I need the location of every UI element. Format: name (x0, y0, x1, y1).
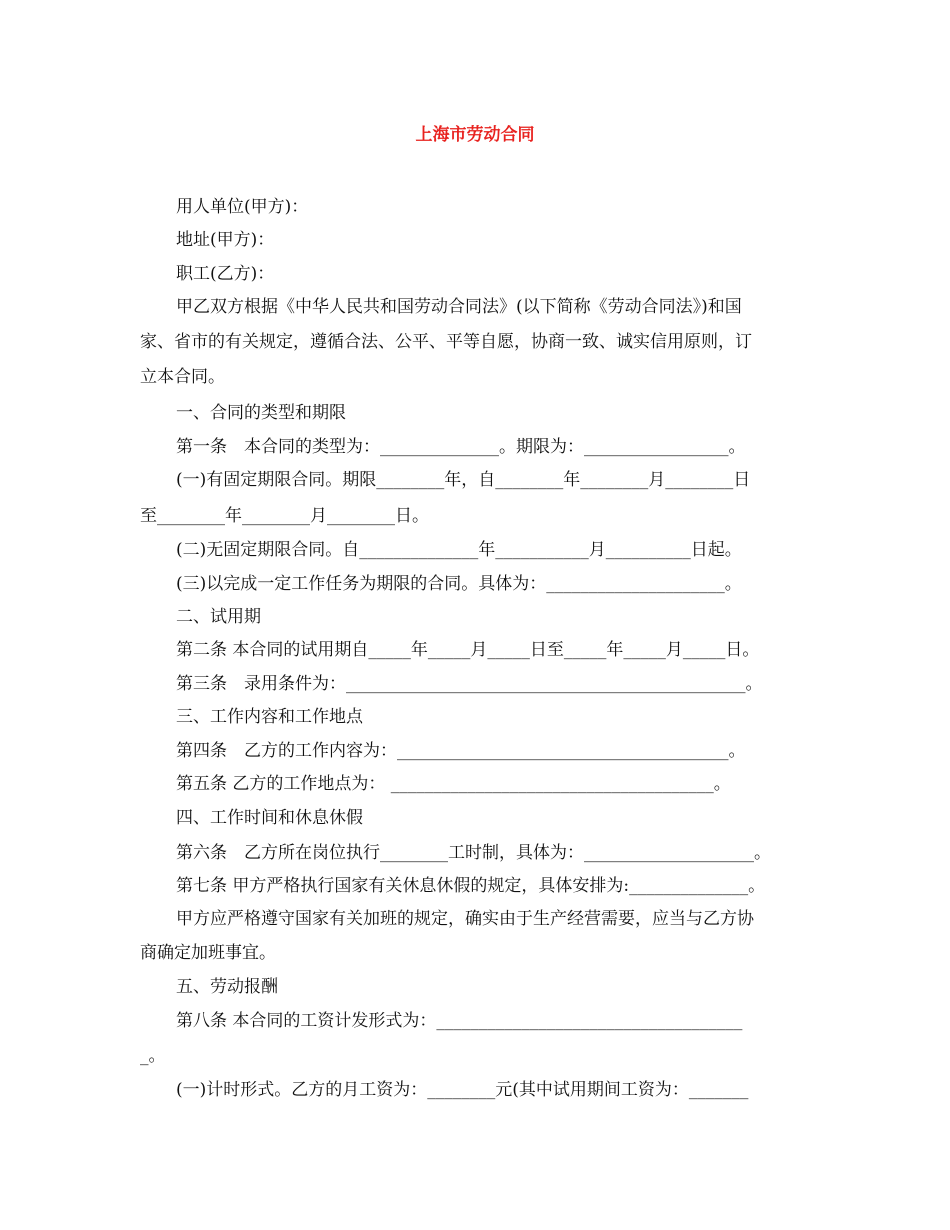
overtime-line-2: 商确定加班事宜。 (140, 943, 276, 963)
employee-field: 职工(乙方)： (176, 264, 275, 284)
article-2: 第二条 本合同的试用期自_____年_____月_____日至_____年_____月_____日。 (176, 640, 760, 660)
employer-field: 用人单位(甲方)： (176, 197, 309, 217)
section-heading-1: 一、合同的类型和期限 (176, 403, 346, 423)
document-title: 上海市劳动合同 (415, 125, 535, 145)
overtime-line-1: 甲方应严格遵守国家有关加班的规定，确实由于生产经营需要，应当与乙方协 (176, 909, 754, 929)
clause-task-term: (三)以完成一定工作任务为期限的合同。具体为：_____________________。 (176, 574, 742, 594)
section-heading-4: 四、工作时间和休息休假 (176, 808, 363, 828)
section-heading-5: 五、劳动报酬 (176, 977, 278, 997)
article-5: 第五条 乙方的工作地点为： ______________________________________。 (176, 774, 731, 794)
article-1: 第一条 本合同的类型为：______________。期限为：_________________。 (176, 437, 746, 457)
article-8-line-1: 第八条 本合同的工资计发形式为：____________________________________ (176, 1011, 743, 1031)
article-3: 第三条 录用条件为：_______________________________________________。 (176, 674, 763, 694)
clause-open-term: (二)无固定期限合同。自______________年___________月__________日起。 (176, 540, 742, 560)
section-heading-3: 三、工作内容和工作地点 (176, 707, 363, 727)
section-heading-2: 二、试用期 (176, 607, 261, 627)
article-8-line-2: _。 (140, 1046, 166, 1066)
clause-time-based-pay: (一)计时形式。乙方的月工资为：________元(其中试用期间工资为：_______ (176, 1080, 749, 1100)
employer-address-field: 地址(甲方)： (176, 230, 275, 250)
clause-fixed-term-line-2: 至________年________月________日。 (140, 506, 429, 526)
preamble-line-3: 立本合同。 (140, 367, 225, 387)
preamble-line-2: 家、省市的有关规定，遵循合法、公平、平等自愿，协商一致、诚实信用原则，订 (140, 332, 752, 352)
preamble-line-1: 甲乙双方根据《中华人民共和国劳动合同法》(以下简称《劳动合同法》)和国 (176, 297, 742, 317)
clause-fixed-term-line-1: (一)有固定期限合同。期限________年，自________年________月________日 (176, 470, 751, 490)
article-4: 第四条 乙方的工作内容为：_______________________________________。 (176, 741, 746, 761)
article-7: 第七条 甲方严格执行国家有关休息休假的规定，具体安排为:______________。 (176, 876, 766, 896)
article-6: 第六条 乙方所在岗位执行________工时制，具体为：____________________。 (176, 843, 771, 863)
